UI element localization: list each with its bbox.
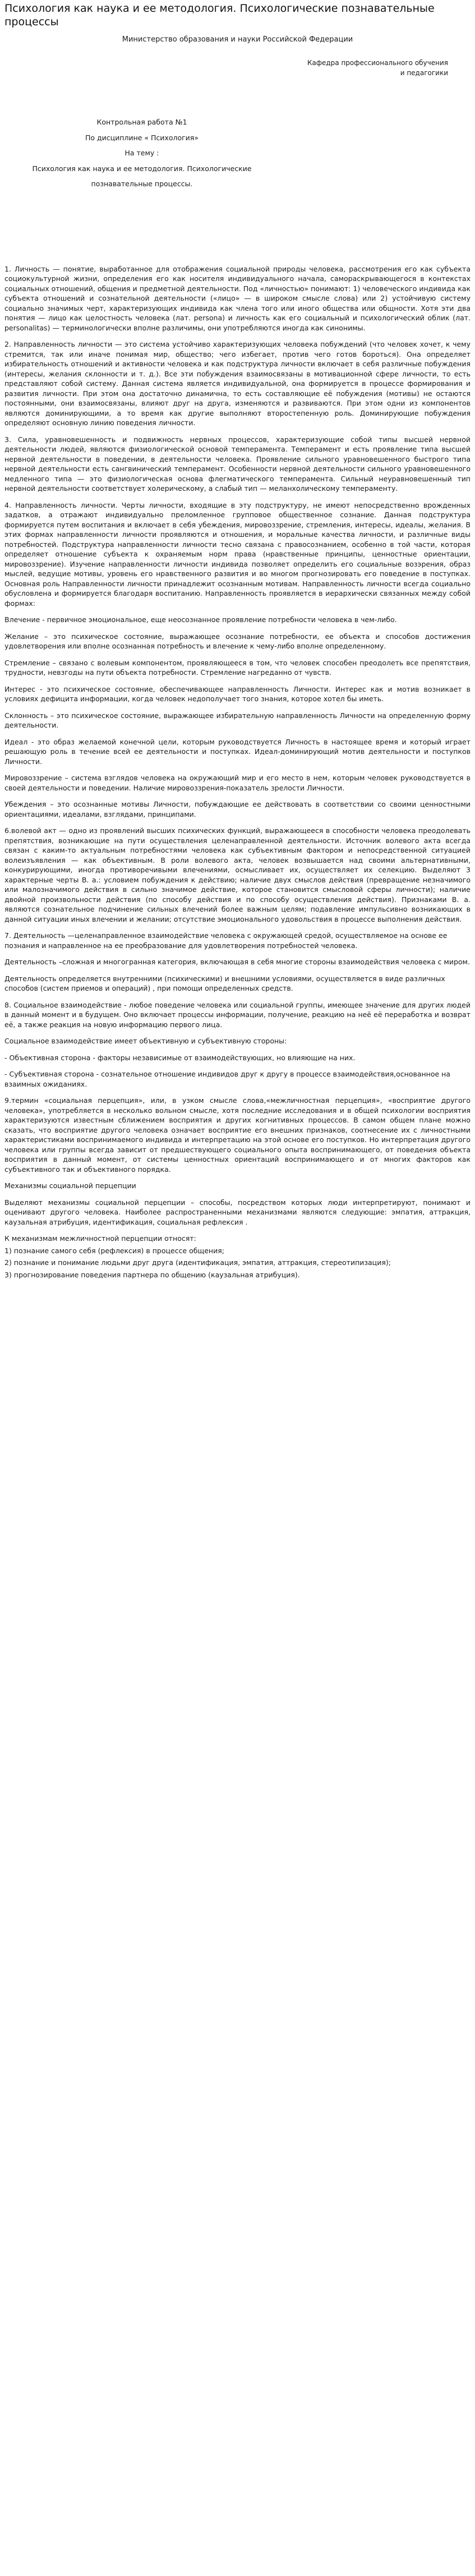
paragraph: Социальное взаимодействие имеет объективную и субъективную стороны: <box>4 1037 287 1046</box>
paragraph: 4. Направленность личности. Черты личности, входящие в эту подструктуру, не имеют непосредственно врожденных задатков, а отражают индивидуально преломленное групповое общественное сознание. Данная подструктура формируется путем воспитания и включает в себя убеждения, мировоззрение, стремления, интересы, идеалы, желания. В этих формах направленности личности проявляются и отношения, и моральные качества личности, и различные виды потребностей. Подструктура направленности личности тесно связана с правосознанием, особенно в той части, которая определяет отношение субъекта к охраняемым норм права (нравственные принципы, ценностные ориентации, мировоззрение). Изучение направленности личности индивида позволяет определить его социальные возэрения, образ мыслей, ведущие мотивы, уровень его нравственного развития и во многом прогнозировать его поведение в поступках. Основная роль Направленности личности принадлежит осознанным мотивам. Направленность личности всегда социально обусловлена и формируется благодаря воспитанию. Направленность проявляется в иерархически связанных между собой формах: <box>4 500 471 608</box>
paragraph: - Объективная сторона - факторы независимые от взаимодействующих, но влияющие на них. <box>4 1053 356 1062</box>
paragraph: 3) прогнозирование поведения партнера по общению (каузальная атрибуция). <box>4 1270 300 1279</box>
paragraph: Стремление – связано с волевым компонентом, проявляющееся в том, что человек способен преодолеть все препятствия, трудности, невзгоды на пути объекта потребности. Стремление нагреданно от чувств. <box>4 658 471 677</box>
paragraph: 3. Сила, уравновешенность и подвижность нервных процессов, характеризующие собой типы высшей нервной деятельности людей, являются физиологической основой темперамента. Темперамент и есть проявление типа высшей нервной деятельности в поведении, в деятельности человека. Проявление сильного уравновешенного быстрого типа нервной деятельности есть сангвинический темперамент. Особенности нервной деятельности сильного уравновешенного медленного типа — это физиологическая основа флегматического темперамента. Сильный неуравновешенный тип нервной деятельности соответствует холерическому, а слабый тип — меланхолическому темпераменту. <box>4 435 471 493</box>
paragraph: 1. Личность — понятие, выработанное для отображения социальной природы человека, рассмотрения его как субъекта социокультурной жизни, определения его как носителя индивидуального начала, самораскрывающегося в контекстах социальных отношений, общения и предметной деятельности. Под «личностью» понимают: 1) человеческого индивида как субъекта отношений и сознательной деятельности («лицо» — в широком смысле слова) или 2) устойчивую систему социально значимых черт, характеризующих индивида как члена того или иного общества или общности. Хотя эти два понятия — лицо как целостность человека (лат. persona) и личность как его социальный и психологический облик (лат. personalitas) — терминологически вполне различимы, они употребляются иногда как синонимы. <box>4 264 471 332</box>
document-title: Психология как наука и ее методология. Психологические познавательные процессы <box>4 2 435 28</box>
paragraph: Деятельность –сложная и многогранная категория, включающая в себя многие стороны взаимодействия человека с миром. <box>4 958 470 967</box>
topic-line-1: Психология как наука и ее методология. Психологические <box>32 164 252 173</box>
department-line-1: Кафедра профессионального обучения <box>307 58 448 67</box>
paragraph: 8. Социальное взаимодействие - любое поведение человека или социальной группы, имеющее значение для других людей в данный момент и в будущем. Оно включает процессы информации, получение, реакцию на неё её переработка и возврат её, а также реакция на новую информацию первого лица. <box>4 1000 471 1029</box>
paragraph: Склонность – это психическое состояние, выражающее избирательную направленность Личности на определенную форму деятельности. <box>4 711 471 730</box>
topic-line-2: познавательные процессы. <box>91 180 193 188</box>
discipline-label: По дисциплине « Психология» <box>85 133 199 142</box>
document-page <box>0 2 475 1286</box>
paragraph: Мировоззрение – система взглядов человека на окружающий мир и его место в нем, которым человек руководствуется в своей деятельности и поведении. Наличие мировоззрения-показатель зрелости Личности. <box>4 774 471 792</box>
paragraph: 2) познание и понимание людьми друг друга (идентификация, эмпатия, аттракция, стереотипизация); <box>4 1258 391 1267</box>
paragraph: Убеждения – это осознанные мотивы Личности, побуждающие ее действовать в соответствии со своими ценностными ориентациями, идеалами, взглядами, принципами. <box>4 800 471 818</box>
paragraph: Влечение - первичное эмоциональное, еще неосознанное проявление потребности человека в чем-либо. <box>4 615 397 624</box>
paragraph: Идеал - это образ желаемой конечной цели, которым руководствуется Личность в настоящее время и который играет решающую роль в течение всей ее деятельности и поступках. Идеал-доминирующий мотив деятельности и поступков Личности. <box>4 737 471 766</box>
ministry-line: Министерство образования и науки Российской Федерации <box>122 35 353 44</box>
paragraph: 9.термин «социальная перцепция», или, в узком смысле слова,«межличностная перцепция», «восприятие другого человека», употребляется в несколько вольном смысле, хотя последние исследования и в общей психологии восприятия характеризуются известным сближением восприятия и других когнитивных процессов. В самом общем плане можно сказать, что восприятие другого человека означает восприятие его внешних признаков, соотнесение их с личностными характеристиками воспринимаемого индивида и интерпретацию на этой основе его поступков. Но интерпретация другого человека или группы всегда зависит от предшествующего социального опыта воспринимающего, от поведения объекта восприятия в данный момент, от системы ценностных ориентаций воспринимающего и от многих факторов как субъективного так и объективного порядка. <box>4 1096 471 1174</box>
department-line-2: и педагогики <box>400 69 448 77</box>
paragraph: Механизмы социальной перцепции <box>4 1181 136 1190</box>
paragraph: 1) познание самого себя (рефлексия) в процессе общения; <box>4 1246 224 1255</box>
title-block <box>21 117 262 189</box>
paragraph: 7. Деятельность —целенаправленное взаимодействие человека с окружающей средой, осуществляемое на основе ее познания и направленное на ее преобразование для удовлетворения потребностей человека. <box>4 931 448 950</box>
paragraph: 2. Направленность личности — это система устойчиво характеризующих человека побуждений (что человек хочет, к чему стремится, так или иначе понимая мир, общество; чего избегает, против чего готов бороться). Она определяет избирательность отношений и активности человека и как подструктура личности включает в себя различные побуждения (интересы, желания склонности и т. д.). Все эти побуждения взаимосвязаны в мотивационной сфере личности, то есть представляют собой систему. Данная система является индивидуальной, она формируется в процессе формирования и развития личности. При этом она достаточно динамична, то есть составляющие её побуждения (мотивы) не остаются постоянными, они взаимосвязаны, влияют друг на друга, изменяются и развиваются. При этом одни из компонентов являются доминирующими, а то время как другие выполняют второстепенную роль. Доминирующие побуждения определяют основную линию поведения личности. <box>4 340 471 427</box>
paragraph: Интерес - это психическое состояние, обеспечивающее направленность Личности. Интерес как и мотив возникает в условиях дефицита информации, когда человек недополучает того знания, которое хотел бы иметь. <box>4 684 471 703</box>
document-body <box>4 264 471 1280</box>
paragraph: - Субъективная сторона - сознательное отношение индивидов друг к другу в процессе взаимодействия,основанное на взаимных ожиданиях. <box>4 1070 450 1088</box>
work-label: Контрольная работа №1 <box>96 118 187 127</box>
paragraph: 6.волевой акт — одно из проявлений высших психических функций, выражающееся в способности человека преодолевать препятствия, возникающие на пути осуществления целенаправленной деятельности. Источник волевого акта всегда связан с каким-то актуальным потребностями человека как субъективным фактором и непосредственной ситуацией волеизъявления — как объективным. В роли волевого акта, человек возвышается над своими альтернативными, конкурирующими, иногда противоречивыми влечениями, осмысливает их, осуществляет их селекцию. Выделяют 3 характерные черты В. а.: условием побуждения к действию; наличие двух смыслов действия (превращение незначимого или малозначимого действия в сильно значимое действие, которое становится смысловой сферы личности); наличие двойной произвольности действия (по способу действия и по способу осуществления действия). Признаками В. а. являются сознательное подчинение сильных влечений более важным целям; подавление импульсивно возникающих в данной ситуации иных влечении и желании; отсутствие эмоционального удовольствия в процессе выполнения действия. <box>4 826 471 923</box>
paragraph: К механизмам межличностной перцепции относят: <box>4 1234 196 1243</box>
paragraph: Выделяют механизмы социальной перцепции – способы, посредством которых люди интерпретируют, понимают и оценивают другого человека. Наиболее распространенными механизмами являются следующие: эмпатия, аттракция, каузальная атрибуция, идентификация, социальная рефлексия . <box>4 1198 471 1226</box>
paragraph: Деятельность определяется внутренними (психическими) и внешними условиями, осуществляется в виде различных способов (систем приемов и операций) , при помощи определенных средств. <box>4 974 445 993</box>
paragraph: Желание – это психическое состояние, выражающее осознание потребности, ее объекта и способов достижения удовлетворения или вполне осознанная потребность и влечение к чему-либо вполне определенному. <box>4 632 471 651</box>
topic-label: На тему : <box>124 149 159 158</box>
spacer <box>4 191 471 264</box>
